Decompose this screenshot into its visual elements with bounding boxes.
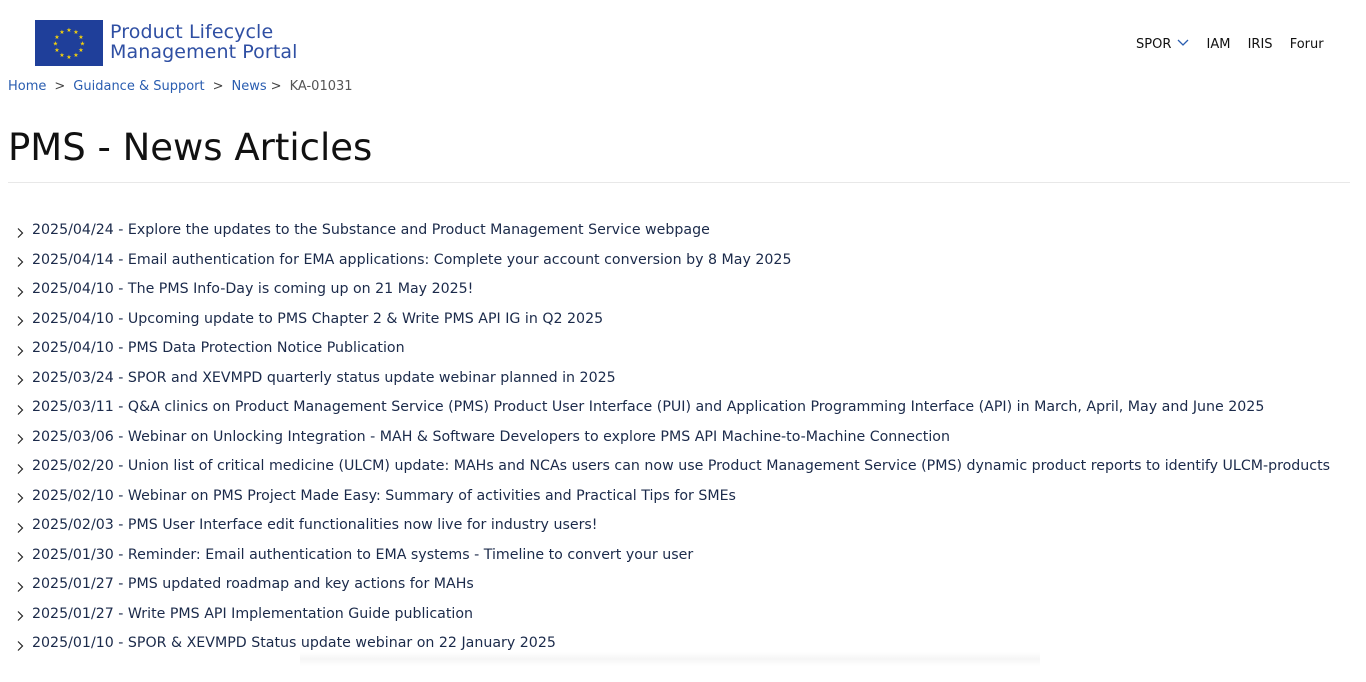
news-item[interactable] bbox=[12, 393, 1357, 423]
news-item[interactable] bbox=[12, 423, 1357, 453]
breadcrumb-home[interactable]: Home bbox=[8, 79, 47, 94]
breadcrumb-current: KA-01031 bbox=[289, 79, 353, 94]
title-divider bbox=[8, 182, 1350, 183]
news-item-title[interactable]: 2025/03/24 - SPOR and XEVMPD quarterly status update webinar planned in 2025 bbox=[32, 369, 616, 386]
news-item[interactable] bbox=[12, 482, 1357, 512]
chevron-right-icon[interactable] bbox=[12, 370, 28, 386]
news-item-title[interactable]: 2025/02/03 - PMS User Interface edit functionalities now live for industry users! bbox=[32, 517, 598, 533]
chevron-right-icon[interactable] bbox=[12, 282, 28, 298]
news-item[interactable] bbox=[12, 541, 1357, 571]
news-item-title[interactable]: 2025/03/11 - Q&A clinics on Product Management Service (PMS) Product User Interface (PUI) and Application Programming Interface (API) in March, April, May and June 2025 bbox=[32, 399, 1265, 415]
breadcrumb-separator: > bbox=[212, 79, 224, 94]
svg-text:★: ★ bbox=[52, 40, 59, 48]
svg-text:★: ★ bbox=[78, 34, 84, 41]
svg-text:★: ★ bbox=[59, 52, 65, 59]
chevron-right-icon[interactable] bbox=[12, 488, 28, 504]
breadcrumb-news[interactable]: News bbox=[231, 79, 267, 94]
scroll-fade bbox=[300, 652, 1040, 666]
news-list bbox=[12, 216, 1357, 659]
news-item-title[interactable]: 2025/04/10 - The PMS Info-Day is coming up on 21 May 2025! bbox=[32, 281, 474, 297]
svg-text:★: ★ bbox=[54, 47, 60, 54]
news-item[interactable] bbox=[12, 305, 1357, 335]
svg-text:★: ★ bbox=[78, 47, 84, 54]
svg-text:★: ★ bbox=[66, 54, 72, 61]
brand-title[interactable] bbox=[110, 22, 298, 62]
chevron-right-icon[interactable] bbox=[12, 400, 28, 416]
news-item[interactable] bbox=[12, 246, 1357, 276]
news-item-title[interactable]: 2025/01/30 - Reminder: Email authentication to EMA systems - Timeline to convert your user bbox=[32, 546, 694, 563]
news-item-title[interactable]: 2025/04/14 - Email authentication for EMA applications: Complete your account conversion by 8 May 2025 bbox=[32, 251, 792, 268]
news-item-title[interactable]: 2025/02/10 - Webinar on PMS Project Made Easy: Summary of activities and Practical Tips for SMEs bbox=[32, 487, 736, 504]
chevron-right-icon[interactable] bbox=[12, 518, 28, 534]
news-item-title[interactable]: 2025/04/10 - Upcoming update to PMS Chapter 2 & Write PMS API IG in Q2 2025 bbox=[32, 310, 604, 327]
news-item[interactable] bbox=[12, 570, 1357, 600]
top-nav bbox=[1136, 36, 1366, 52]
site-header bbox=[0, 0, 1366, 74]
breadcrumb-separator: > bbox=[54, 79, 66, 94]
news-item[interactable] bbox=[12, 216, 1357, 246]
chevron-right-icon[interactable] bbox=[12, 311, 28, 327]
breadcrumb-guidance[interactable]: Guidance & Support bbox=[73, 79, 205, 94]
brand-line-1: Product Lifecycle bbox=[110, 21, 274, 43]
chevron-right-icon[interactable] bbox=[12, 459, 28, 475]
chevron-right-icon[interactable] bbox=[12, 636, 28, 652]
news-item-title[interactable]: 2025/02/20 - Union list of critical medicine (ULCM) update: MAHs and NCAs users can now use Product Management Service (PMS) dynamic product reports to identify ULCM-products bbox=[32, 458, 1331, 474]
breadcrumb bbox=[8, 79, 353, 94]
chevron-right-icon[interactable] bbox=[12, 252, 28, 268]
chevron-right-icon[interactable] bbox=[12, 429, 28, 445]
eu-flag-icon[interactable] bbox=[35, 20, 103, 66]
news-item-title[interactable]: 2025/01/27 - Write PMS API Implementation Guide publication bbox=[32, 605, 474, 622]
chevron-right-icon[interactable] bbox=[12, 547, 28, 563]
svg-text:★: ★ bbox=[73, 29, 79, 36]
nav-item-forum[interactable]: Forur bbox=[1289, 37, 1324, 52]
news-item[interactable] bbox=[12, 600, 1357, 630]
news-item-title[interactable]: 2025/01/27 - PMS updated roadmap and key actions for MAHs bbox=[32, 576, 474, 592]
chevron-right-icon[interactable] bbox=[12, 606, 28, 622]
svg-text:★: ★ bbox=[54, 34, 60, 41]
news-item-title[interactable]: 2025/04/10 - PMS Data Protection Notice Publication bbox=[32, 340, 405, 356]
page-title: PMS - News Articles bbox=[8, 126, 373, 169]
chevron-down-icon bbox=[1177, 36, 1189, 51]
svg-text:★: ★ bbox=[79, 40, 86, 48]
svg-text:★: ★ bbox=[66, 27, 72, 34]
breadcrumb-separator: > bbox=[270, 79, 282, 94]
news-item[interactable] bbox=[12, 334, 1357, 364]
chevron-right-icon[interactable] bbox=[12, 577, 28, 593]
news-item-title[interactable]: 2025/01/10 - SPOR & XEVMPD Status update webinar on 22 January 2025 bbox=[32, 635, 556, 651]
chevron-right-icon[interactable] bbox=[12, 341, 28, 357]
brand-line-2: Management Portal bbox=[110, 41, 298, 63]
nav-item-spor[interactable] bbox=[1136, 36, 1189, 52]
nav-item-iris[interactable]: IRIS bbox=[1247, 37, 1273, 52]
svg-text:★: ★ bbox=[59, 29, 65, 36]
news-item[interactable] bbox=[12, 511, 1357, 541]
nav-item-iam[interactable]: IAM bbox=[1206, 37, 1231, 52]
news-item-title[interactable]: 2025/03/06 - Webinar on Unlocking Integration - MAH & Software Developers to explore PMS API Machine-to-Machine Connection bbox=[32, 428, 950, 445]
nav-item-label: SPOR bbox=[1136, 37, 1172, 52]
news-item[interactable] bbox=[12, 452, 1357, 482]
news-item[interactable] bbox=[12, 275, 1357, 305]
chevron-right-icon[interactable] bbox=[12, 223, 28, 239]
news-item-title[interactable]: 2025/04/24 - Explore the updates to the Substance and Product Management Service webpage bbox=[32, 222, 710, 238]
news-item[interactable] bbox=[12, 364, 1357, 394]
svg-text:★: ★ bbox=[73, 52, 79, 59]
